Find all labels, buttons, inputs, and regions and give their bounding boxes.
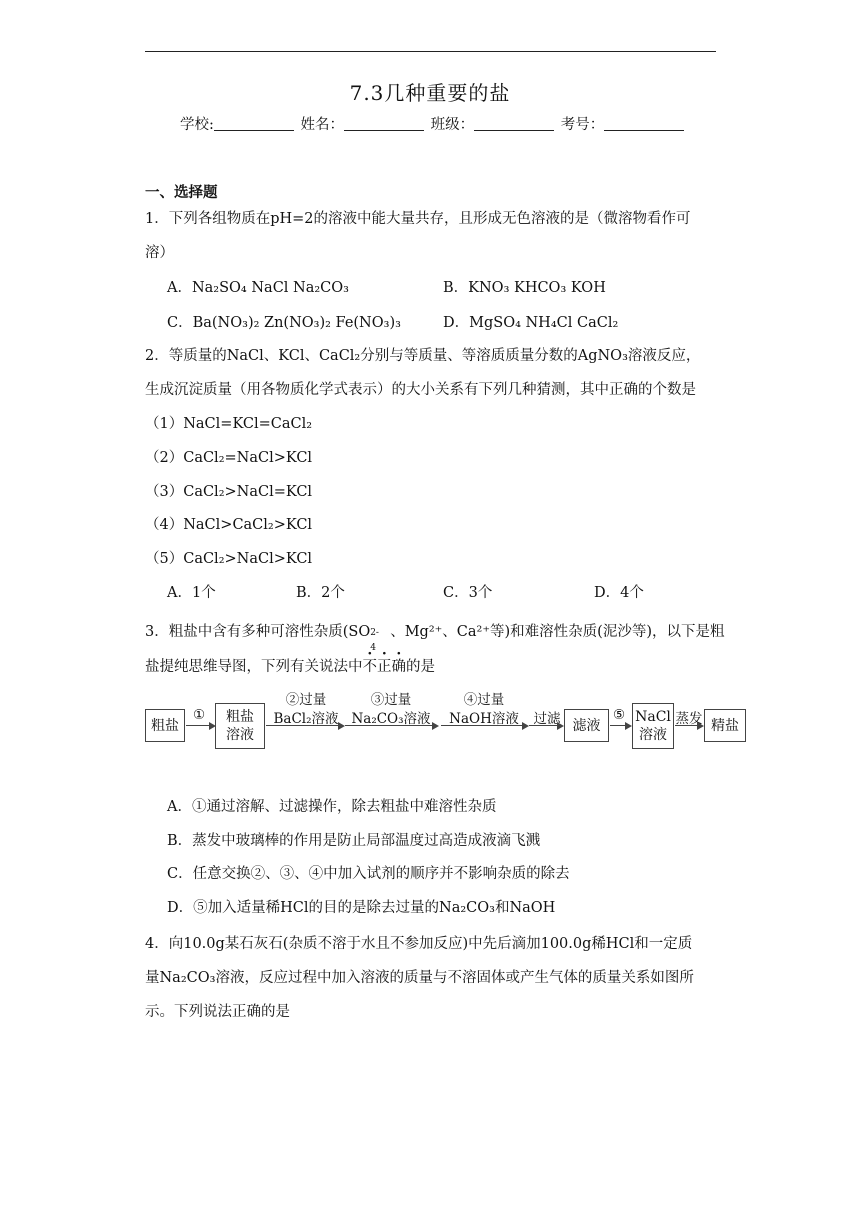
q4-line2: 量Na₂CO₃溶液，反应过程中加入溶液的质量与不溶固体或产生气体的质量关系如图所 [145,970,694,986]
emphasis-char: 不 [362,659,377,675]
q2-guess-5: （5）CaCl₂>NaCl>KCl [145,551,313,567]
name-label: 姓名： [300,117,344,133]
name-blank[interactable] [344,116,424,131]
class-label: 班级： [430,117,475,133]
flow-arrow-5 [529,725,562,726]
q2-guess-1: （1）NaCl=KCl=CaCl₂ [145,416,313,432]
class-blank[interactable] [474,116,554,131]
student-info [180,113,686,134]
q1-option-a[interactable]: A．Na₂SO₄ NaCl Na₂CO₃ [167,280,349,296]
q2-option-a[interactable]: A．1个 [167,585,216,601]
exam-no-blank[interactable] [604,116,684,131]
flow-step1-label: ① [192,707,206,723]
flow-box-filtrate: 滤液 [564,709,609,742]
flow-arrow-3 [345,725,437,726]
flow-arrow-1 [186,725,214,726]
flow-box-crude-salt: 粗盐 [145,709,185,742]
q1-option-d[interactable]: D．MgSO₄ NH₄Cl CaCl₂ [443,315,619,331]
q4-line3: 示。下列说法正确的是 [145,1004,290,1020]
q3-option-c[interactable]: C．任意交换②、③、④中加入试剂的顺序并不影响杂质的除去 [167,866,570,882]
q1-option-c[interactable]: C．Ba(NO₃)₂ Zn(NO₃)₂ Fe(NO₃)₃ [167,315,401,331]
flow-step2-bot: BaCl₂溶液 [273,711,339,727]
flow-arrow-7 [675,725,702,726]
flow-box-refined-salt: 精盐 [704,709,746,742]
q1-option-b[interactable]: B．KNO₃ KHCO₃ KOH [443,280,606,296]
flow-arrow-6 [610,725,630,726]
q2-guess-3: （3）CaCl₂>NaCl=KCl [145,484,313,500]
q3-line2-start: 盐提纯思维导图，下列有关说法中 [145,659,363,675]
flow-step5-label: ⑤ [612,707,626,723]
exam-no-label: 考号： [560,117,605,133]
emphasis-char: 正 [377,659,392,675]
flow-arrow-4 [441,725,527,726]
flow-step3-top: ③过量 [370,692,412,708]
flow-box-nacl-solution: NaCl溶液 [632,703,674,749]
q3-option-d[interactable]: D．⑤加入适量稀HCl的目的是除去过量的Na₂CO₃和NaOH [167,900,556,916]
q3-line2-end: 的是 [406,659,435,675]
q2-guess-4: （4）NaCl>CaCl₂>KCl [145,517,313,533]
header-rule [145,51,716,52]
flow-box-crude-solution: 粗盐溶液 [215,703,265,749]
flow-step2-top: ②过量 [285,692,327,708]
flow-filter-label: 过滤 [533,711,561,727]
flow-step4-top: ④过量 [463,692,505,708]
q3-option-b[interactable]: B．蒸发中玻璃棒的作用是防止局部温度过高造成液滴飞溅 [167,833,541,849]
q2-option-b[interactable]: B．2个 [296,585,345,601]
q2-line2: 生成沉淀质量（用各物质化学式表示）的大小关系有下列几种猜测，其中正确的个数是 [145,382,696,398]
flow-step4-bot: NaOH溶液 [449,711,519,727]
q3-line1-end: 、Mg²⁺、Ca²⁺等)和难溶性杂质(泥沙等)，以下是粗 [390,624,725,640]
q1-line1: 1．下列各组物质在pH=2的溶液中能大量共存，且形成无色溶液的是（微溶物看作可 [145,211,691,227]
q3-line2 [145,655,435,676]
school-label: 学校: [180,117,214,133]
flow-evaporate-label: 蒸发 [675,711,703,727]
q3-option-a[interactable]: A．①通过溶解、过滤操作，除去粗盐中难溶性杂质 [167,799,497,815]
q2-guess-2: （2）CaCl₂=NaCl>KCl [145,450,313,466]
q4-line1: 4．向10.0g某石灰石(杂质不溶于水且不参加反应)中先后滴加100.0g稀HCl和一定质 [145,936,693,952]
flow-arrow-2 [266,725,343,726]
q2-option-c[interactable]: C．3个 [443,585,493,601]
q3-line1: 3．粗盐中含有多种可溶性杂质(SO 2- 4 、Mg²⁺、Ca²⁺等)和难溶性杂质(泥沙等)，以下是粗 [145,624,725,653]
q2-line1: 2．等质量的NaCl、KCl、CaCl₂分别与等质量、等溶质质量分数的AgNO₃溶液反应， [145,348,701,364]
page-title: 7.3几种重要的盐 [349,81,511,105]
q1-line2: 溶） [145,245,174,261]
q2-option-d[interactable]: D．4个 [594,585,644,601]
q3-emphasis [363,659,407,675]
school-blank[interactable] [214,116,294,131]
emphasis-char: 确 [391,659,406,675]
q3-line1-start: 3．粗盐中含有多种可溶性杂质(SO [145,624,371,640]
section-heading: 一、选择题 [145,184,218,201]
flow-step3-bot: Na₂CO₃溶液 [351,711,431,727]
